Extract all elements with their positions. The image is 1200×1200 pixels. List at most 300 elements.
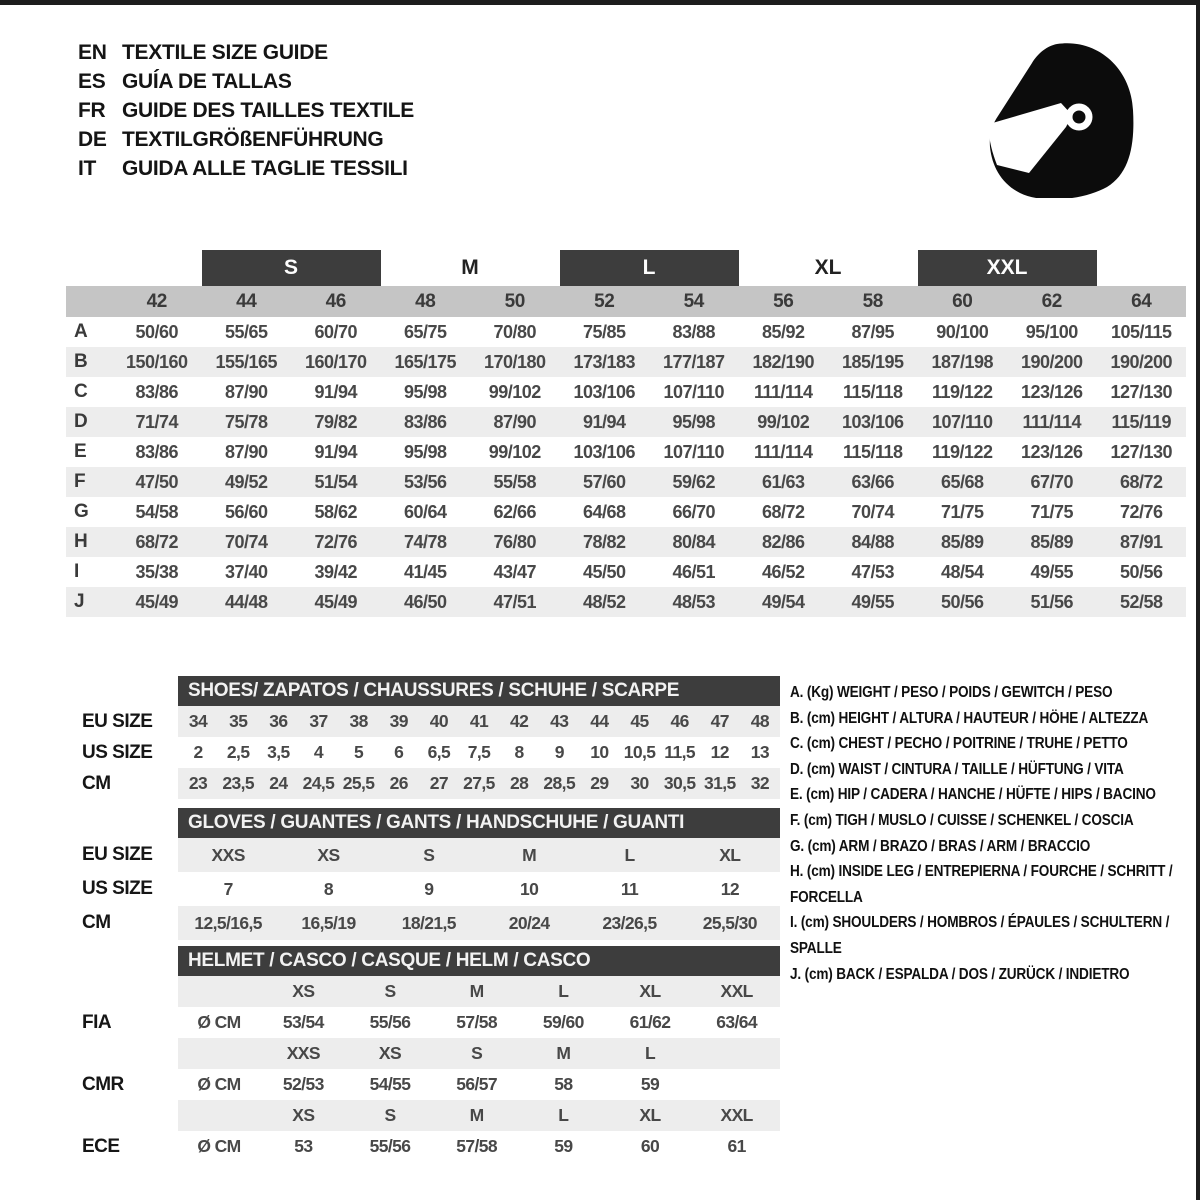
- unit-cell: Ø CM: [197, 1074, 241, 1094]
- helmet-value-cell: 52/53: [282, 1074, 324, 1094]
- size-cell: 43: [539, 706, 579, 737]
- size-row: [80, 737, 780, 768]
- helmet-size-header-cell: [693, 1038, 780, 1069]
- measurement-row: [66, 527, 1186, 557]
- size-cell: 35: [218, 706, 258, 737]
- size-column-header: 50: [504, 290, 525, 312]
- size-cell: M: [479, 838, 579, 872]
- row-letter: H: [74, 531, 88, 552]
- size-cell: 10: [590, 742, 609, 762]
- measurement-cell: 44/48: [224, 591, 268, 612]
- size-cell: 32: [740, 768, 780, 799]
- measurement-cell: 182/190: [752, 351, 815, 372]
- language-row: [78, 96, 414, 125]
- measurement-cell: 47/51: [493, 591, 537, 612]
- size-column-header: 54: [683, 290, 704, 312]
- helmet-size-header-cell: L: [520, 1100, 607, 1131]
- row-letter: I: [74, 561, 80, 582]
- measurement-cell: 103/106: [573, 381, 636, 402]
- measurement-cell: 49/54: [761, 591, 805, 612]
- size-column-header: 58: [862, 290, 883, 312]
- measurement-cell: 47/53: [851, 561, 895, 582]
- size-cell: 18/21,5: [379, 906, 479, 940]
- measurement-cell: 123/126: [1020, 381, 1083, 402]
- measurement-cell: 35/38: [135, 561, 179, 582]
- helmet-value-cell: 58: [554, 1074, 573, 1094]
- helmet-value-cell: 59: [554, 1136, 573, 1156]
- size-cell: 34: [178, 706, 218, 737]
- row-label: CM: [82, 772, 111, 794]
- shoes-title-row: [80, 676, 780, 706]
- helmet-size-header-cell: L: [520, 976, 607, 1007]
- unit-column-spacer: [178, 976, 260, 1007]
- measurement-cell: 37/40: [224, 561, 268, 582]
- size-cell: 31,5: [700, 768, 740, 799]
- measurement-cell: 45/49: [135, 591, 179, 612]
- measurement-cell: 45/49: [314, 591, 358, 612]
- measurement-cell: 83/86: [135, 381, 179, 402]
- measurement-cell: 53/56: [403, 471, 447, 492]
- measurement-cell: 55/65: [224, 321, 268, 342]
- measurement-cell: 57/60: [582, 471, 626, 492]
- main-size-table: [66, 250, 1186, 617]
- measurement-cell: 99/102: [488, 441, 541, 462]
- helmet-size-header-cell: S: [347, 976, 434, 1007]
- size-cell: 47: [700, 706, 740, 737]
- language-code: IT: [78, 156, 97, 180]
- helmet-size-header-cell: XL: [607, 976, 694, 1007]
- row-letter: G: [74, 501, 89, 522]
- measurement-cell: 46/52: [761, 561, 805, 582]
- size-cell: 28,5: [539, 768, 579, 799]
- measurement-cell: 119/122: [931, 381, 993, 402]
- measurement-cell: 91/94: [314, 441, 358, 462]
- helmet-size-header-row: [80, 976, 780, 1007]
- helmet-icon: [973, 40, 1141, 203]
- legend-item: B. (cm) HEIGHT / ALTURA / HAUTEUR / HÖHE / ALTEZZA: [790, 709, 1149, 727]
- row-letter: E: [74, 441, 87, 462]
- size-cell: 12: [710, 742, 729, 762]
- size-number-header: [66, 286, 1186, 317]
- measurement-cell: 76/80: [493, 531, 537, 552]
- measurement-cell: 61/63: [761, 471, 805, 492]
- helmet-size-header-cell: L: [607, 1038, 694, 1069]
- legend-item: F. (cm) TIGH / MUSLO / CUISSE / SCHENKEL / COSCIA: [790, 811, 1134, 829]
- helmet-size-header-cell: XS: [347, 1038, 434, 1069]
- unit-column-spacer: [178, 1100, 260, 1131]
- size-cell: 25,5: [339, 768, 379, 799]
- legend-item: A. (Kg) WEIGHT / PESO / POIDS / GEWITCH / PESO: [790, 684, 1113, 701]
- measurement-cell: 71/75: [940, 501, 984, 522]
- measurement-cell: 173/183: [573, 351, 636, 372]
- size-cell: 9: [554, 742, 564, 762]
- size-cell: 24: [258, 768, 298, 799]
- size-cell: 27: [419, 768, 459, 799]
- size-label-m: M: [461, 256, 479, 279]
- size-label-l: L: [560, 250, 739, 286]
- measurement-cell: 65/75: [403, 321, 447, 342]
- measurement-cell: 60/64: [403, 501, 447, 522]
- standard-label: CMR: [82, 1073, 124, 1095]
- size-cell: 10,5: [623, 742, 656, 762]
- measurement-cell: 190/200: [1020, 351, 1083, 372]
- size-cell: 6,5: [427, 742, 451, 762]
- main-table-body: [66, 317, 1186, 617]
- helmet-value-cell: 56/57: [456, 1074, 498, 1094]
- helmet-value-cell: 53: [294, 1136, 313, 1156]
- helmet-value-cell: 57/58: [456, 1136, 498, 1156]
- language-code: ES: [78, 69, 106, 93]
- measurement-row: [66, 407, 1186, 437]
- helmet-value-row: [80, 1007, 780, 1038]
- shoes-size-table: [80, 676, 780, 799]
- size-cell: 23: [178, 768, 218, 799]
- measurement-cell: 75/78: [224, 411, 268, 432]
- row-letter: A: [74, 321, 88, 342]
- measurement-cell: 85/89: [940, 531, 984, 552]
- measurement-cell: 49/52: [224, 471, 268, 492]
- size-cell: 3,5: [267, 742, 290, 762]
- helmet-size-header-cell: M: [520, 1038, 607, 1069]
- size-cell: 45: [619, 706, 659, 737]
- helmet-size-header-cell: S: [433, 1038, 520, 1069]
- size-column-header: 48: [415, 290, 436, 312]
- measurement-cell: 80/84: [672, 531, 716, 552]
- helmet-size-table: [80, 946, 780, 1162]
- size-cell: 42: [499, 706, 539, 737]
- helmet-size-header-cell: XXS: [260, 1038, 347, 1069]
- legend-item: I. (cm) SHOULDERS / HOMBROS / ÉPAULES / SCHULTERN / SPALLE: [790, 914, 1170, 957]
- measurement-cell: 177/187: [662, 351, 725, 372]
- measurement-legend: [790, 680, 1191, 987]
- measurement-cell: 155/165: [215, 351, 278, 372]
- size-cell: 6: [394, 742, 404, 762]
- legend-item: J. (cm) BACK / ESPALDA / DOS / ZURÜCK / INDIETRO: [790, 965, 1130, 983]
- measurement-cell: 68/72: [1119, 471, 1163, 492]
- page-right-border: [1196, 0, 1200, 1200]
- measurement-cell: 41/45: [403, 561, 447, 582]
- row-label: US SIZE: [82, 741, 153, 763]
- unit-column-spacer: [178, 1038, 260, 1069]
- size-cell: 7: [223, 878, 233, 899]
- helmet-size-header-row: [80, 1038, 780, 1069]
- measurement-cell: 105/115: [1110, 321, 1172, 342]
- gloves-table-body: [80, 838, 780, 940]
- language-title: GUIDA ALLE TAGLIE TESSILI: [122, 156, 408, 180]
- size-cell: 9: [424, 878, 434, 899]
- size-cell: 36: [258, 706, 298, 737]
- measurement-cell: 103/106: [841, 411, 904, 432]
- size-column-header: 62: [1041, 290, 1062, 312]
- size-label-s: S: [202, 250, 381, 286]
- size-cell: 2,5: [226, 742, 250, 762]
- measurement-cell: 47/50: [135, 471, 179, 492]
- size-cell: XXS: [178, 838, 278, 872]
- size-cell: S: [379, 838, 479, 872]
- size-cell: 23,5: [218, 768, 258, 799]
- measurement-cell: 165/175: [394, 351, 457, 372]
- measurement-cell: 83/88: [672, 321, 716, 342]
- measurement-cell: 46/50: [403, 591, 447, 612]
- row-label: EU SIZE: [82, 710, 153, 732]
- measurement-cell: 107/110: [663, 381, 725, 402]
- size-cell: 26: [379, 768, 419, 799]
- size-cell: 8: [323, 878, 334, 899]
- size-cell: 16,5/19: [278, 906, 378, 940]
- measurement-cell: 87/91: [1119, 531, 1163, 552]
- measurement-cell: 72/76: [1119, 501, 1163, 522]
- measurement-cell: 87/95: [851, 321, 895, 342]
- measurement-cell: 74/78: [403, 531, 447, 552]
- row-letter: B: [74, 351, 88, 372]
- unit-cell: Ø CM: [197, 1012, 241, 1032]
- measurement-cell: 107/110: [663, 441, 725, 462]
- size-column-header: 44: [236, 290, 257, 312]
- measurement-cell: 51/56: [1030, 591, 1074, 612]
- helmet-title-row: [80, 946, 780, 976]
- measurement-cell: 54/58: [135, 501, 179, 522]
- measurement-cell: 58/62: [314, 501, 358, 522]
- measurement-cell: 111/114: [753, 381, 813, 402]
- size-cell: 27,5: [459, 768, 499, 799]
- size-cell: 44: [579, 706, 619, 737]
- size-cell: 40: [419, 706, 459, 737]
- size-cell: 37: [298, 706, 338, 737]
- measurement-cell: 115/118: [842, 441, 903, 462]
- size-cell: XL: [680, 838, 780, 872]
- size-cell: 8: [514, 742, 524, 762]
- measurement-cell: 72/76: [314, 531, 358, 552]
- size-column-header: 56: [773, 290, 794, 312]
- measurement-cell: 95/100: [1025, 321, 1078, 342]
- measurement-cell: 91/94: [582, 411, 626, 432]
- size-column-header: 52: [594, 290, 615, 312]
- row-letter: F: [74, 471, 86, 492]
- measurement-cell: 51/54: [314, 471, 358, 492]
- measurement-cell: 107/110: [931, 411, 993, 432]
- measurement-row: [66, 437, 1186, 467]
- measurement-cell: 190/200: [1110, 351, 1173, 372]
- language-row: [78, 125, 414, 154]
- helmet-size-header-cell: M: [433, 1100, 520, 1131]
- size-cell: 13: [750, 742, 770, 762]
- measurement-cell: 39/42: [314, 561, 358, 582]
- row-label: CM: [82, 912, 111, 933]
- measurement-cell: 48/54: [940, 561, 984, 582]
- measurement-cell: 75/85: [582, 321, 626, 342]
- size-cell: 46: [660, 706, 700, 737]
- measurement-cell: 90/100: [936, 321, 989, 342]
- shoes-table-title: SHOES/ ZAPATOS / CHAUSSURES / SCHUHE / SCARPE: [178, 676, 780, 706]
- row-letter: D: [74, 411, 88, 432]
- measurement-cell: 123/126: [1020, 441, 1083, 462]
- measurement-cell: 83/86: [403, 411, 447, 432]
- measurement-cell: 68/72: [761, 501, 805, 522]
- measurement-cell: 46/51: [672, 561, 716, 582]
- standard-label: FIA: [82, 1011, 112, 1033]
- measurement-cell: 91/94: [314, 381, 358, 402]
- row-label: US SIZE: [82, 878, 153, 899]
- measurement-cell: 64/68: [582, 501, 626, 522]
- helmet-size-header-cell: XXL: [693, 976, 780, 1007]
- measurement-cell: 79/82: [314, 411, 358, 432]
- helmet-value-row: [80, 1131, 780, 1162]
- measurement-cell: 48/52: [582, 591, 626, 612]
- helmet-size-header-cell: M: [433, 976, 520, 1007]
- measurement-cell: 70/74: [851, 501, 895, 522]
- measurement-cell: 119/122: [931, 441, 993, 462]
- measurement-cell: 52/58: [1119, 591, 1163, 612]
- size-cell: 23/26,5: [579, 906, 679, 940]
- helmet-value-cell: 57/58: [456, 1012, 498, 1032]
- legend-item: E. (cm) HIP / CADERA / HANCHE / HÜFTE / HIPS / BACINO: [790, 786, 1156, 804]
- measurement-cell: 55/58: [493, 471, 537, 492]
- measurement-cell: 78/82: [582, 531, 626, 552]
- size-cell: 28: [499, 768, 539, 799]
- legend-item: G. (cm) ARM / BRAZO / BRAS / ARM / BRACCIO: [790, 837, 1091, 855]
- measurement-cell: 59/62: [672, 471, 716, 492]
- size-cell: 10: [520, 878, 539, 899]
- standard-label: ECE: [82, 1135, 120, 1157]
- size-cell: 4: [313, 742, 324, 762]
- size-row: [80, 906, 780, 940]
- measurement-cell: 115/119: [1111, 411, 1172, 432]
- language-title: TEXTILGRÖßENFÜHRUNG: [122, 127, 384, 151]
- measurement-cell: 56/60: [224, 501, 268, 522]
- helmet-size-header-cell: XS: [260, 1100, 347, 1131]
- size-column-header: 46: [325, 290, 346, 312]
- measurement-cell: 49/55: [1030, 561, 1074, 582]
- helmet-size-header-cell: XXL: [693, 1100, 780, 1131]
- size-row: [80, 838, 780, 872]
- size-cell: 20/24: [479, 906, 579, 940]
- size-cell: 5: [354, 742, 364, 762]
- row-label: EU SIZE: [82, 844, 153, 865]
- size-column-header: 60: [952, 290, 973, 312]
- measurement-cell: 95/98: [403, 441, 447, 462]
- size-cell: 41: [459, 706, 499, 737]
- measurement-cell: 43/47: [493, 561, 537, 582]
- measurement-cell: 83/86: [135, 441, 179, 462]
- helmet-table-body: [80, 976, 780, 1162]
- size-row: [80, 872, 780, 906]
- size-label-xxl: XXL: [918, 250, 1097, 286]
- language-row: [78, 154, 414, 183]
- measurement-cell: 71/75: [1030, 501, 1074, 522]
- helmet-size-header-cell: XL: [607, 1100, 694, 1131]
- measurement-cell: 84/88: [851, 531, 895, 552]
- helmet-value-cell: 59/60: [542, 1012, 584, 1032]
- measurement-cell: 103/106: [573, 441, 636, 462]
- measurement-row: [66, 377, 1186, 407]
- measurement-cell: 95/98: [672, 411, 716, 432]
- helmet-value-cell: 61/62: [629, 1012, 671, 1032]
- helmet-value-cell: 54/55: [369, 1074, 411, 1094]
- measurement-cell: 62/66: [493, 501, 537, 522]
- helmet-size-header-cell: S: [347, 1100, 434, 1131]
- measurement-cell: 85/92: [761, 321, 805, 342]
- helmet-value-cell: 59: [640, 1074, 660, 1094]
- row-letter: J: [74, 591, 85, 612]
- measurement-cell: 87/90: [224, 441, 268, 462]
- page-top-border: [0, 0, 1200, 5]
- helmet-size-header-row: [80, 1100, 780, 1131]
- shoes-table-body: [80, 706, 780, 799]
- size-cell: 24,5: [298, 768, 338, 799]
- measurement-cell: 115/118: [842, 381, 903, 402]
- language-code: DE: [78, 127, 107, 151]
- measurement-cell: 127/130: [1110, 381, 1173, 402]
- size-cell: 29: [579, 768, 619, 799]
- gloves-table-title: GLOVES / GUANTES / GANTS / HANDSCHUHE / GUANTI: [178, 808, 780, 838]
- measurement-cell: 85/89: [1030, 531, 1074, 552]
- helmet-value-cell: 53/54: [282, 1012, 324, 1032]
- size-cell: 30: [619, 768, 659, 799]
- helmet-value-cell: [693, 1069, 780, 1100]
- size-cell: 11: [620, 878, 639, 899]
- size-column-header: 64: [1131, 290, 1152, 312]
- language-title: GUÍA DE TALLAS: [122, 69, 292, 93]
- measurement-cell: 170/180: [483, 351, 546, 372]
- size-cell: 38: [339, 706, 379, 737]
- size-cell: 12: [720, 878, 739, 899]
- measurement-cell: 82/86: [761, 531, 805, 552]
- measurement-cell: 50/60: [135, 321, 179, 342]
- helmet-size-header-cell: XS: [260, 976, 347, 1007]
- helmet-value-cell: 55/56: [369, 1136, 411, 1156]
- legend-item: D. (cm) WAIST / CINTURA / TAILLE / HÜFTUNG / VITA: [790, 760, 1124, 778]
- measurement-cell: 99/102: [757, 411, 810, 432]
- measurement-cell: 71/74: [135, 411, 179, 432]
- measurement-cell: 63/66: [851, 471, 895, 492]
- size-cell: 30,5: [660, 768, 700, 799]
- size-label-xl: XL: [814, 256, 842, 279]
- helmet-value-row: [80, 1069, 780, 1100]
- measurement-row: [66, 497, 1186, 527]
- size-cell: 39: [379, 706, 419, 737]
- gloves-size-table: [80, 808, 780, 940]
- legend-item: H. (cm) INSIDE LEG / ENTREPIERNA / FOURCHE / SCHRITT / FORCELLA: [790, 863, 1173, 906]
- measurement-cell: 70/74: [224, 531, 268, 552]
- measurement-cell: 48/53: [672, 591, 716, 612]
- language-title: TEXTILE SIZE GUIDE: [122, 40, 328, 64]
- helmet-value-cell: 55/56: [369, 1012, 411, 1032]
- measurement-cell: 66/70: [672, 501, 716, 522]
- language-row: [78, 38, 414, 67]
- measurement-cell: 87/90: [493, 411, 537, 432]
- measurement-row: [66, 467, 1186, 497]
- measurement-cell: 185/195: [841, 351, 904, 372]
- language-code: EN: [78, 40, 107, 64]
- measurement-cell: 160/170: [304, 351, 367, 372]
- size-cell: 25,5/30: [680, 906, 780, 940]
- measurement-cell: 50/56: [1119, 561, 1163, 582]
- helmet-value-cell: 63/64: [716, 1012, 758, 1032]
- measurement-cell: 50/56: [940, 591, 984, 612]
- measurement-cell: 187/198: [931, 351, 994, 372]
- helmet-value-cell: 61: [727, 1136, 746, 1156]
- measurement-row: [66, 557, 1186, 587]
- size-cell: 2: [193, 742, 203, 762]
- measurement-cell: 95/98: [403, 381, 447, 402]
- row-letter: C: [74, 381, 88, 402]
- legend-item: C. (cm) CHEST / PECHO / POITRINE / TRUHE / PETTO: [790, 735, 1128, 753]
- size-label-row: [66, 250, 1186, 286]
- measurement-row: [66, 587, 1186, 617]
- measurement-cell: 111/114: [753, 441, 813, 462]
- measurement-cell: 87/90: [224, 381, 268, 402]
- measurement-cell: 127/130: [1110, 441, 1173, 462]
